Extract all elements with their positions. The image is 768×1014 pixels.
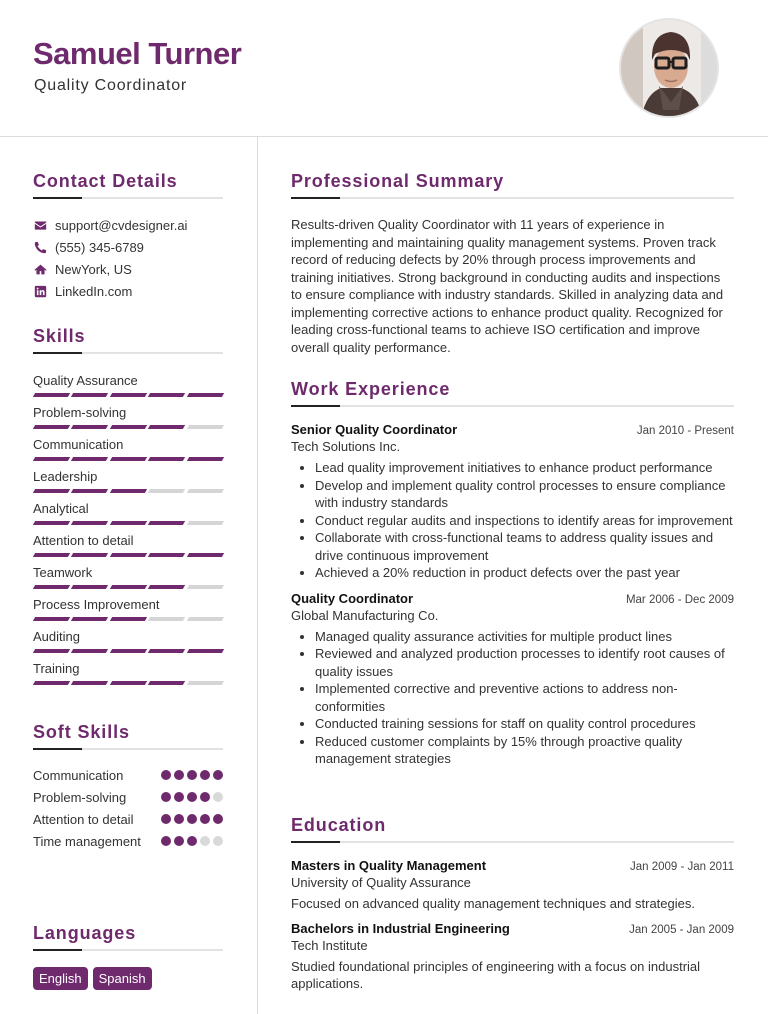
skills-list bbox=[33, 371, 223, 691]
rating-dot-icon bbox=[174, 770, 184, 780]
soft-skill-rating bbox=[161, 789, 223, 806]
soft-skill-label: Communication bbox=[33, 768, 124, 783]
skill-level-bar bbox=[33, 649, 223, 653]
skill-level-segment bbox=[110, 425, 148, 429]
soft-skill-label: Time management bbox=[33, 834, 141, 849]
skill-item bbox=[33, 531, 223, 563]
soft-skill-rating bbox=[161, 767, 223, 784]
skill-level-segment bbox=[148, 489, 186, 493]
section-rule bbox=[33, 949, 223, 951]
skill-level-segment bbox=[148, 425, 186, 429]
skill-level-segment bbox=[110, 457, 148, 461]
skill-level-segment bbox=[71, 585, 109, 589]
languages-list bbox=[33, 967, 223, 990]
job-company: Tech Solutions Inc. bbox=[291, 439, 401, 454]
section-rule bbox=[33, 197, 223, 199]
bullet-item: • Collaborate with cross-functional teams to address quality issues and drive continuous improvement bbox=[315, 529, 734, 564]
job-bullets bbox=[291, 459, 734, 582]
rating-dot-icon bbox=[174, 836, 184, 846]
contact-phone[interactable] bbox=[33, 236, 223, 258]
skill-level-segment bbox=[110, 649, 148, 653]
section-rule bbox=[33, 748, 223, 750]
contact-linkedin[interactable] bbox=[33, 280, 223, 302]
skill-label: Training bbox=[33, 661, 80, 676]
language-tag: Spanish bbox=[93, 967, 152, 990]
skill-level-segment bbox=[110, 585, 148, 589]
rating-dot-icon bbox=[187, 770, 197, 780]
rating-dot-icon bbox=[200, 836, 210, 846]
section-heading: Work Experience bbox=[291, 379, 451, 399]
contact-email-text: support@cvdesigner.ai bbox=[55, 217, 188, 233]
soft-skill-label: Problem-solving bbox=[33, 790, 127, 805]
skill-level-segment bbox=[148, 617, 186, 621]
bullet-item: • Lead quality improvement initiatives to enhance product performance bbox=[315, 459, 734, 477]
rating-dot-icon bbox=[174, 792, 184, 802]
skill-item bbox=[33, 627, 223, 659]
skill-level-segment bbox=[148, 681, 186, 685]
skill-level-segment bbox=[186, 617, 224, 621]
phone-icon bbox=[33, 240, 47, 254]
section-rule bbox=[33, 352, 223, 354]
education-description: Focused on advanced quality management techniques and strategies. bbox=[291, 896, 695, 911]
summary-section bbox=[291, 171, 734, 356]
skill-label: Teamwork bbox=[33, 565, 93, 580]
skill-item bbox=[33, 659, 223, 691]
skill-level-segment bbox=[110, 681, 148, 685]
section-heading: Contact Details bbox=[33, 171, 178, 191]
rating-dot-icon bbox=[200, 770, 210, 780]
section-rule bbox=[291, 841, 734, 843]
skill-item bbox=[33, 435, 223, 467]
skill-item bbox=[33, 595, 223, 627]
avatar-portrait-icon bbox=[621, 20, 719, 118]
degree-title: Bachelors in Industrial Engineering bbox=[291, 920, 510, 936]
soft-skill-item bbox=[33, 833, 223, 850]
bullet-item: • Reduced customer complaints by 15% through proactive quality management strategies bbox=[315, 733, 734, 768]
bullet-item: • Develop and implement quality control processes to ensure compliance with industry standards bbox=[315, 477, 734, 512]
bullet-item: • Reviewed and analyzed production processes to identify root causes of quality issues bbox=[315, 645, 734, 680]
skill-level-segment bbox=[71, 489, 109, 493]
skill-level-segment bbox=[33, 617, 71, 621]
section-rule bbox=[291, 197, 734, 199]
contact-location bbox=[33, 258, 223, 280]
education-entry bbox=[291, 858, 734, 913]
contact-email[interactable] bbox=[33, 214, 223, 236]
contact-linkedin-text: LinkedIn.com bbox=[55, 283, 133, 299]
skill-level-segment bbox=[33, 681, 71, 685]
job-bullets bbox=[291, 628, 734, 768]
job-entry bbox=[291, 422, 734, 582]
bullet-item: • Managed quality assurance activities for multiple product lines bbox=[315, 628, 734, 646]
degree-title: Masters in Quality Management bbox=[291, 858, 487, 873]
rating-dot-icon bbox=[213, 792, 223, 802]
skill-level-segment bbox=[186, 521, 224, 525]
soft-skill-rating bbox=[161, 811, 223, 828]
soft-skill-item bbox=[33, 811, 223, 828]
section-heading: Professional Summary bbox=[291, 171, 505, 191]
skill-level-segment bbox=[186, 393, 224, 397]
education-dates: Jan 2005 - Jan 2009 bbox=[629, 923, 734, 936]
skill-level-segment bbox=[71, 617, 109, 621]
skills-section bbox=[33, 326, 223, 691]
skill-label: Problem-solving bbox=[33, 405, 127, 420]
skill-level-segment bbox=[33, 553, 71, 557]
contact-section bbox=[33, 171, 223, 302]
rating-dot-icon bbox=[161, 836, 171, 846]
skill-item bbox=[33, 371, 223, 403]
rating-dot-icon bbox=[200, 814, 210, 824]
rating-dot-icon bbox=[187, 836, 197, 846]
education-dates: Jan 2009 - Jan 2011 bbox=[629, 861, 734, 873]
skill-level-segment bbox=[148, 649, 186, 653]
skill-level-segment bbox=[71, 553, 109, 557]
skill-level-bar bbox=[33, 457, 223, 461]
skill-label: Leadership bbox=[33, 469, 98, 484]
experience-section bbox=[291, 379, 734, 768]
skill-level-segment bbox=[33, 393, 71, 397]
profile-photo bbox=[619, 18, 719, 118]
skill-level-segment bbox=[148, 457, 186, 461]
skill-level-bar bbox=[33, 585, 223, 589]
education-entry bbox=[291, 921, 734, 993]
skill-item bbox=[33, 499, 223, 531]
skill-item bbox=[33, 403, 223, 435]
skill-label: Auditing bbox=[33, 629, 80, 644]
rating-dot-icon bbox=[161, 770, 171, 780]
bullet-item: • Conduct regular audits and inspections to identify areas for improvement bbox=[315, 512, 734, 530]
skill-level-segment bbox=[148, 585, 186, 589]
contact-list bbox=[33, 214, 223, 302]
soft-skill-label: Attention to detail bbox=[33, 812, 134, 827]
skill-level-segment bbox=[71, 393, 109, 397]
skill-level-segment bbox=[71, 649, 109, 653]
section-heading: Languages bbox=[33, 923, 137, 943]
candidate-title: Quality Coordinator bbox=[34, 77, 188, 94]
skill-level-segment bbox=[148, 393, 186, 397]
skill-level-segment bbox=[186, 681, 224, 685]
rating-dot-icon bbox=[174, 814, 184, 824]
school-name: Tech Institute bbox=[291, 937, 368, 953]
rating-dot-icon bbox=[161, 792, 171, 802]
contact-phone-text: (555) 345-6789 bbox=[55, 239, 144, 255]
skill-level-segment bbox=[110, 617, 148, 621]
skill-level-segment bbox=[33, 457, 71, 461]
skill-level-segment bbox=[33, 521, 71, 525]
soft-skill-item bbox=[33, 767, 223, 784]
skill-level-segment bbox=[186, 553, 224, 557]
education-section bbox=[291, 815, 734, 993]
skill-level-segment bbox=[186, 457, 224, 461]
school-name: University of Quality Assurance bbox=[291, 875, 471, 890]
section-heading: Skills bbox=[33, 326, 86, 346]
skill-level-bar bbox=[33, 425, 223, 429]
home-icon bbox=[33, 262, 47, 276]
envelope-icon bbox=[33, 218, 47, 232]
skill-label: Process Improvement bbox=[33, 597, 160, 612]
section-rule bbox=[291, 405, 734, 407]
rating-dot-icon bbox=[187, 792, 197, 802]
skill-level-segment bbox=[33, 649, 71, 653]
skill-level-segment bbox=[71, 521, 109, 525]
skill-item bbox=[33, 467, 223, 499]
rating-dot-icon bbox=[213, 836, 223, 846]
section-heading: Education bbox=[291, 815, 387, 835]
job-dates: Mar 2006 - Dec 2009 bbox=[625, 593, 734, 606]
skill-level-segment bbox=[71, 457, 109, 461]
rating-dot-icon bbox=[213, 814, 223, 824]
skill-level-segment bbox=[110, 553, 148, 557]
skill-level-segment bbox=[186, 425, 224, 429]
job-company: Global Manufacturing Co. bbox=[291, 607, 439, 623]
skill-item bbox=[33, 563, 223, 595]
skill-level-segment bbox=[110, 393, 148, 397]
job-title: Quality Coordinator bbox=[291, 590, 414, 606]
skill-level-segment bbox=[71, 425, 109, 429]
job-dates: Jan 2010 - Present bbox=[636, 425, 734, 437]
skill-level-segment bbox=[110, 521, 148, 525]
skill-level-segment bbox=[71, 681, 109, 685]
rating-dot-icon bbox=[161, 814, 171, 824]
skill-label: Attention to detail bbox=[33, 533, 134, 548]
rating-dot-icon bbox=[213, 770, 223, 780]
languages-section bbox=[33, 923, 223, 990]
education-description: Studied foundational principles of engineering with a focus on industrial applications. bbox=[291, 958, 701, 991]
rating-dot-icon bbox=[200, 792, 210, 802]
skill-level-bar bbox=[33, 553, 223, 557]
skill-level-segment bbox=[110, 489, 148, 493]
skill-level-segment bbox=[148, 553, 186, 557]
skill-level-segment bbox=[186, 585, 224, 589]
column-divider bbox=[257, 137, 258, 1014]
language-tag: English bbox=[33, 967, 88, 990]
skill-level-segment bbox=[33, 489, 71, 493]
skill-level-segment bbox=[33, 425, 71, 429]
soft-skills-section bbox=[33, 722, 223, 855]
skill-level-bar bbox=[33, 681, 223, 685]
soft-skill-rating bbox=[161, 833, 223, 850]
bullet-item: • Achieved a 20% reduction in product defects over the past year bbox=[315, 564, 734, 582]
bullet-item: • Conducted training sessions for staff on quality control procedures bbox=[315, 715, 734, 733]
resume-header bbox=[0, 0, 768, 137]
job-title: Senior Quality Coordinator bbox=[291, 422, 458, 437]
candidate-name: Samuel Turner bbox=[33, 36, 242, 71]
skill-label: Quality Assurance bbox=[33, 373, 138, 388]
contact-location-text: NewYork, US bbox=[55, 261, 132, 277]
soft-skills-list bbox=[33, 767, 223, 850]
skill-level-segment bbox=[148, 521, 186, 525]
skill-level-bar bbox=[33, 521, 223, 525]
skill-label: Analytical bbox=[33, 501, 89, 516]
skill-label: Communication bbox=[33, 437, 124, 452]
rating-dot-icon bbox=[187, 814, 197, 824]
section-heading: Soft Skills bbox=[33, 722, 130, 742]
bullet-item: • Implemented corrective and preventive actions to address non-conformities bbox=[315, 680, 734, 715]
soft-skill-item bbox=[33, 789, 223, 806]
skill-level-segment bbox=[33, 585, 71, 589]
skill-level-bar bbox=[33, 393, 223, 397]
job-entry bbox=[291, 591, 734, 768]
skill-level-segment bbox=[186, 649, 224, 653]
skill-level-segment bbox=[186, 489, 224, 493]
skill-level-bar bbox=[33, 617, 223, 621]
summary-text: Results-driven Quality Coordinator with 11 years of experience in implementing and maintaining quality management systems. Proven track record of reducing defects by 20% through process improvements and training initiatives. Strong background in conducting audits and inspections to ensure compliance with industry standards. Skilled in analyzing data and implementing corrective actions to enhance product quality. Recognized for leading cross-functional teams to achieve ISO certification and improve overall quality performance. bbox=[291, 217, 724, 355]
linkedin-icon bbox=[33, 284, 47, 298]
skill-level-bar bbox=[33, 489, 223, 493]
